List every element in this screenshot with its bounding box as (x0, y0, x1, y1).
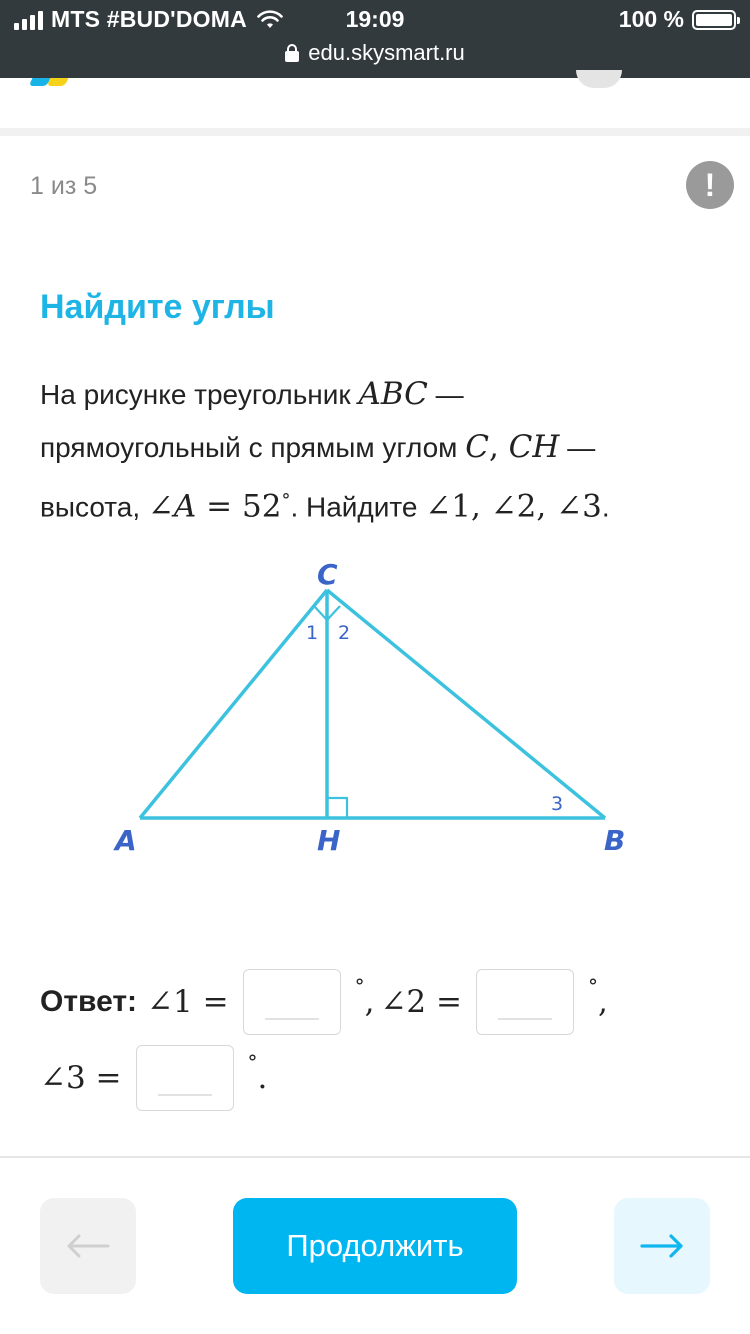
task-text (40, 368, 720, 533)
url-text: edu.skysmart.ru (308, 40, 465, 65)
arrow-left-icon (66, 1234, 110, 1258)
task-line-2: прямоугольный с прямым углом C, CH — (40, 429, 596, 465)
right-angle-mark-h (327, 798, 347, 818)
battery-percent: 100 % (618, 6, 684, 32)
angle-2-input[interactable] (476, 969, 574, 1035)
vertex-label-c: C (317, 558, 338, 591)
continue-button[interactable] (233, 1198, 517, 1294)
status-bar (0, 0, 750, 78)
angle-1-input[interactable] (243, 969, 341, 1035)
angle-label-3: 3 (551, 793, 564, 815)
exclamation-icon: ! (704, 166, 716, 203)
profile-avatar[interactable] (576, 70, 622, 88)
angle-1-label: ∠1 = (147, 984, 229, 1020)
angle-3-label: ∠3 = (40, 1060, 122, 1096)
task-counter: 1 из 5 (30, 172, 98, 200)
forward-button[interactable] (614, 1198, 710, 1294)
answer-row-1: Ответ: ∠1 = ° , ∠2 = ° , (40, 966, 730, 1038)
battery-icon (692, 10, 736, 30)
clock: 19:09 (345, 6, 405, 32)
side-ac (140, 590, 327, 818)
answer-area (40, 966, 730, 1114)
side-cb (327, 590, 605, 818)
vertex-label-b: B (604, 824, 626, 857)
task-line-1: На рисунке треугольник ABC — (40, 376, 464, 412)
angle-label-1: 1 (306, 622, 319, 644)
degree-sign: ° (587, 974, 598, 998)
continue-label: Продолжить (286, 1228, 464, 1263)
vertex-label-h: H (317, 824, 341, 857)
angle-label-2: 2 (338, 622, 351, 644)
header-divider (0, 128, 750, 136)
triangle-figure (100, 550, 660, 870)
angle-3-input[interactable] (136, 1045, 234, 1111)
vertex-label-a: A (115, 824, 137, 857)
battery-group (619, 6, 736, 33)
footer-divider (0, 1156, 750, 1158)
arrow-right-icon (640, 1234, 684, 1258)
back-button[interactable] (40, 1198, 136, 1294)
degree-sign: ° (354, 974, 365, 998)
answer-row-2: ∠3 = ° . (40, 1042, 730, 1114)
angle-2-label: ∠2 = (380, 984, 462, 1020)
logo-icon (30, 78, 78, 88)
degree-sign: ° (247, 1050, 258, 1074)
carrier-name: MTS #BUD'DOMA (51, 6, 247, 32)
task-title: Найдите углы (40, 288, 275, 326)
report-button[interactable] (686, 161, 734, 209)
address-bar[interactable] (0, 40, 750, 66)
answer-label: Ответ: (40, 985, 138, 1018)
lock-icon (285, 44, 299, 62)
task-line-3: высота, ∠A = 52°. Найдите ∠1, ∠2, ∠3. (40, 488, 610, 525)
